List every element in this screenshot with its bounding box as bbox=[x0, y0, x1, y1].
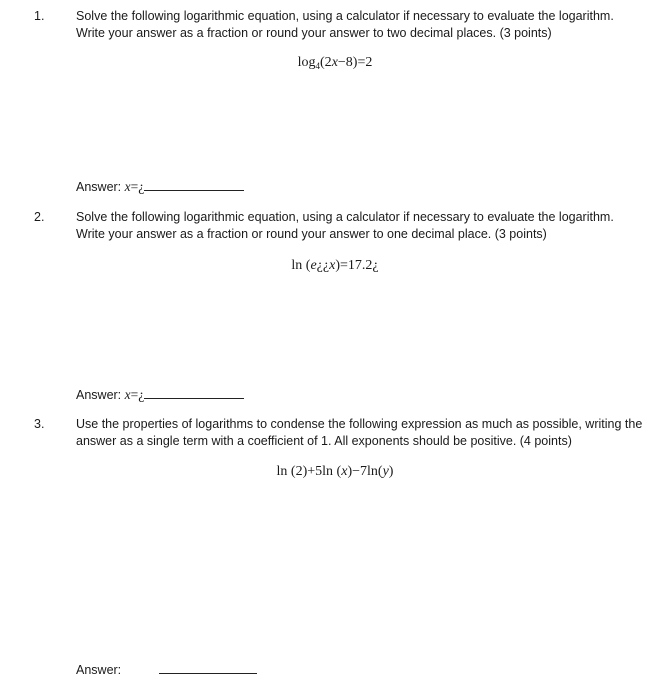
question-1-line1: Solve the following logarithmic equation, using a calculator if necessary to evaluate the logarithm. bbox=[76, 9, 614, 23]
question-2-answer bbox=[76, 386, 244, 403]
eq2-glyphs: ¿¿ bbox=[316, 258, 330, 273]
answer-1-label: Answer: bbox=[76, 180, 125, 194]
answer-1-eq: = bbox=[130, 179, 139, 194]
question-3-number: 3. bbox=[34, 417, 45, 431]
answer-2-var: x bbox=[124, 387, 131, 402]
eq3-open1: ( bbox=[336, 464, 342, 479]
answer-3-blank[interactable] bbox=[159, 661, 257, 674]
answer-2-blank[interactable] bbox=[144, 386, 244, 399]
eq2-open: ( bbox=[305, 258, 311, 273]
question-1-equation bbox=[0, 55, 670, 71]
question-2-line2: Write your answer as a fraction or round your answer to one decimal place. (3 points) bbox=[76, 227, 547, 241]
answer-3-label: Answer: bbox=[76, 663, 122, 677]
question-3-line2: answer as a single term with a coefficient of 1. All exponents should be positive. (4 points) bbox=[76, 434, 572, 448]
eq3-ln3: ln bbox=[367, 464, 378, 479]
question-3-answer bbox=[76, 661, 257, 677]
answer-2-eq: = bbox=[130, 387, 139, 402]
answer-1-blank[interactable] bbox=[144, 178, 244, 191]
eq1-var: x bbox=[331, 55, 338, 70]
question-3-line1: Use the properties of logarithms to condense the following expression as much as possible, writing the bbox=[76, 417, 643, 431]
eq3-var-y: y bbox=[382, 464, 389, 479]
question-1-line2: Write your answer as a fraction or round your answer to two decimal places. (3 points) bbox=[76, 26, 552, 40]
question-1-number: 1. bbox=[34, 9, 45, 23]
question-3-equation bbox=[0, 464, 670, 480]
eq1-fn: log bbox=[297, 55, 316, 70]
eq2-var: e bbox=[310, 258, 317, 273]
answer-1-var: x bbox=[124, 179, 131, 194]
question-2-number: 2. bbox=[34, 210, 45, 224]
eq3-ln2: ln bbox=[322, 464, 334, 479]
eq3-var-x: x bbox=[341, 464, 348, 479]
question-1-answer bbox=[76, 178, 244, 195]
question-1-text bbox=[76, 8, 646, 42]
eq1-base: 4 bbox=[315, 61, 321, 71]
eq3-open2: ( bbox=[377, 464, 383, 479]
eq2-rest: )=17.2 bbox=[335, 258, 373, 273]
eq2-var2: x bbox=[329, 258, 336, 273]
eq2-tail: ¿ bbox=[372, 258, 379, 273]
question-2-equation bbox=[0, 258, 670, 274]
eq3-part2: (2)+5 bbox=[290, 464, 323, 479]
answer-2-glyph: ¿ bbox=[138, 387, 145, 402]
eq1-rest: −8)=2 bbox=[337, 55, 373, 70]
eq3-close: ) bbox=[388, 464, 394, 479]
question-2-line1: Solve the following logarithmic equation, using a calculator if necessary to evaluate the logarithm. bbox=[76, 210, 614, 224]
answer-2-label: Answer: bbox=[76, 388, 125, 402]
eq3-part5: )−7 bbox=[347, 464, 367, 479]
eq1-open: (2 bbox=[320, 55, 332, 70]
question-3-text bbox=[76, 416, 646, 450]
question-2-text bbox=[76, 209, 646, 243]
answer-1-glyph: ¿ bbox=[138, 179, 145, 194]
eq2-fn: ln bbox=[291, 258, 303, 273]
eq3-ln1: ln bbox=[276, 464, 288, 479]
